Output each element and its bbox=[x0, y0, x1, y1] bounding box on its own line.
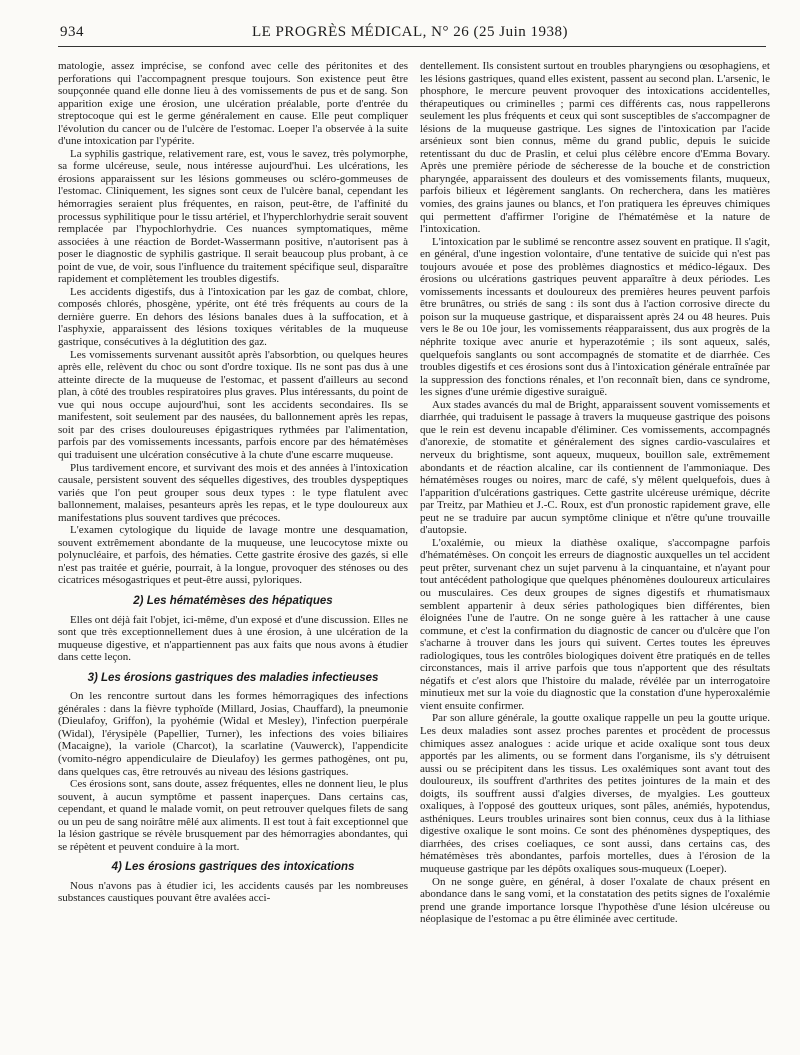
paragraph: On les rencontre surtout dans les formes hémorragiques des infections générales : dans la fièvre typhoïde (Millard, Josias, Chauffard), la pneumonie (Dieulafoy, Griffon), la pyohémie (Widal et Mesley), l'infection puerpérale (Widal), l'érysipèle (Papellier, Turner), les infections des voies biliaires (Macaigne), la variole (Charcot), la scarlatine (Vauwerck), l'appendicite (vomito-négro appendiculaire de Dieulafoy) les germes pathogènes, ont pu, dans quelques cas, être retrouvés au niveau des lésions gastriques. bbox=[58, 690, 408, 778]
section-heading: 3) Les érosions gastriques des maladies infectieuses bbox=[87, 671, 379, 684]
journal-title: LE PROGRÈS MÉDICAL, N° 26 (25 Juin 1938) bbox=[251, 24, 568, 40]
paragraph: dentellement. Ils consistent surtout en troubles pharyngiens ou œsophagiens, et les lésions gastriques, quand elles existent, passent au second plan. L'arsenic, le phosphore, le mercure peuvent provoquer des intoxications accidentelles, thérapeutiques ou criminelles ; parmi ces différents cas, nous rappellerons seulement les plus fréquents et ceux qui sont susceptibles de s'accompagner de lésions de la muqueuse gastrique. Les signes de l'intoxication par l'acide arsénieux sont bien connus, même du grand public, depuis le suicide retentissant du duc de Praslin, et celui plus célèbre encore d'Emma Bovary. Après une première période de sécheresse de la bouche et de constriction pharyngée, apparaissent des douleurs et des vomissements filants, muqueux, parfois bilieux et légèrement sanglants. On recherchera, dans les matières vomies, des grains jaunes ou blancs, et l'on pratiquera les épreuves chimiques qui permettent d'affirmer l'origine de l'hématémèse et la nature de l'intoxication. bbox=[420, 60, 770, 236]
paragraph: Ces érosions sont, sans doute, assez fréquentes, elles ne donnent lieu, le plus souvent, à aucun symptôme et passent inaperçues. Dans certains cas, cependant, et quand le malade vomit, on peut retrouver quelques filets de sang ou un peu de sang noirâtre mêlé aux aliments. Il est tout à fait exceptionnel que la lésion gastrique se révèle brusquement par des hémorragies abondantes, qui se répètent et peuvent conduire à la mort. bbox=[58, 778, 408, 853]
page-header bbox=[60, 24, 760, 46]
left-column bbox=[58, 60, 408, 905]
page-number: 934 bbox=[60, 24, 84, 40]
paragraph: Nous n'avons pas à étudier ici, les accidents causés par les nombreuses substances caustiques pouvant être avalées acci- bbox=[58, 879, 408, 905]
paragraph: On ne songe guère, en général, à doser l'oxalate de chaux présent en abondance dans le sang vomi, et la constatation des petits signes de l'oxalémie prend une grande importance lorsque l'hypothèse d'une lésion ulcéreuse ou néoplasique de l'estomac a pu être éliminée avec certitude. bbox=[420, 875, 770, 926]
paragraph: Les vomissements survenant aussitôt après l'absorbtion, ou quelques heures après elle, relèvent du choc ou sont d'ordre toxique. Ils ne sont pas dus à une atteinte directe de la muqueuse de l'estomac, et passent d'ailleurs au second plan, à côté des troubles respiratoires plus graves. Plus intéressants, du point de vue qui nous occupe aujourd'hui, sont les accidents secondaires. Ils se manifestent, soit seulement par des nausées, du ballonnement après les repas, soit par des crises douloureuses épigastriques rythmées par l'alimentation, parfois par des vomissements incessants, parfois encore par des hématémèses qui traduisent une ulcération consécutive à la chute d'une escarre muqueuse. bbox=[58, 348, 408, 461]
paragraph: La syphilis gastrique, relativement rare, est, vous le savez, très polymorphe, sa forme ulcéreuse, seule, nous intéresse aujourd'hui. Les ulcérations, les érosions apparaissent sur les lésions gommeuses ou scléro-gommeuses de l'estomac. Cliniquement, les signes sont ceux de l'ulcère banal, cependant les hémorragies seraient plus fréquentes, en raison, peut-être, de l'affinité du processus syphilitique pour le tissu artériel, et l'hyperchlorhydrie serait souvent remplacée par l'hypochlorhydrie. Ces nuances symptomatiques, même associées à une réaction de Bordet-Wassermann positive, n'autorisent pas à poser le diagnostic de syphilis gastrique. Il serait beaucoup plus probant, à ce point de vue, de voir, sous l'influence du traitement spécifique seul, disparaître rapidement et complètement les troubles digestifs. bbox=[58, 147, 408, 286]
paragraph: L'examen cytologique du liquide de lavage montre une desquamation, souvent extrêmement abondante de la muqueuse, une leucocytose mixte ou polynucléaire, et parfois, des hématies. Cette gastrite érosive des gazés, si elle n'est pas traitée et guérie, pourrait, à la longue, provoquer des sténoses ou des cicatrices mésogastriques et peut-être aussi, pyloriques. bbox=[58, 524, 408, 587]
paragraph: Aux stades avancés du mal de Bright, apparaissent souvent vomissements et diarrhée, qui traduisent le passage à travers la muqueuse gastrique des poisons que le rein est devenu incapable d'éliminer. Ces vomissements, accompagnés d'anorexie, de stomatite et généralement des signes cardio-vasculaires et nerveux du brightisme, sont aqueux, muqueux, bouillon sale, extrêmement abondants et de réaction alcaline, car ils contiennent de l'ammoniaque. Des hématémèses rouges ou noires, marc de café, s'y mêlent quelquefois, dues à l'apparition d'ulcérations gastriques. Cette gastrite ulcéreuse urémique, décrite par Treitz, par Mathieu et J.-C. Roux, est d'un pronostic rapidement grave, elle peut ne se traduire par aucun symptôme clinique et n'être qu'une trouvaille d'autopsie. bbox=[420, 398, 770, 537]
paragraph: Les accidents digestifs, dus à l'intoxication par les gaz de combat, chlore, composés chlorés, phosgène, ypérite, ont été très fréquents au cours de la dernière guerre. En dehors des lésions banales dues à la suffocation, et à l'asphyxie, apparaissent des lésions toxiques véritables de la muqueuse gastrique, consécutives à la déglutition des gaz. bbox=[58, 285, 408, 349]
right-column bbox=[420, 60, 770, 926]
paragraph: L'oxalémie, ou mieux la diathèse oxalique, s'accompagne parfois d'hématémèses. On conçoit les erreurs de diagnostic auxquelles un tel accident peut prêter, survenant chez un sujet parvenu à la cinquantaine, et n'ayant pour tout antécédent pathologique que quelques phénomènes douloureux articulaires ou musculaires. Ces deux groupes de signes digestifs et rhumatismaux semblent appartenir à deux séries pathologiques bien différentes, bien éloignées l'une de l'autre. On ne songe guère à les rattacher à une cause commune, et c'est la confirmation du diagnostic de cancer ou d'ulcère que l'on s'acharne à trouver dans les jours qui suivent. Certes toutes les épreuves radiologiques, tous les contrôles biologiques doivent être pratiqués en de telles circonstances, mais il arrive parfois que tous n'apportent que des résultats négatifs et c'est alors que l'histoire du malade, révélée par un interrogatoire minutieux met sur la voie du diagnostic que la constation d'une hyperoxalémie vient ensuite confirmer. bbox=[420, 536, 770, 712]
header-rule bbox=[58, 46, 766, 47]
paragraph: L'intoxication par le sublimé se rencontre assez souvent en pratique. Il s'agit, en général, d'une ingestion volontaire, d'une tentative de suicide qui n'est pas toujours avouée et pose des problèmes diagnostics et médico-légaux. Des érosions ou ulcérations gastriques peuvent apparaître à deux périodes. Les vomissements incessants et douloureux des premières heures peuvent parfois être brunâtres, ou striés de sang : ils sont dus à l'action corrosive directe du poison sur la muqueuse gastrique, et disparaissent après 24 ou 48 heures. Puis vers le 8e ou 10e jour, les vomissements réapparaissent, dus aux progrès de la néphrite toxique avec anurie et hyperazotémie ; ils sont aqueux, salés, quelquefois sanglants ou sont accompagnés de stomatite et de diarrhée. Ces troubles digestifs et ces érosions sont dus à l'intoxication générale entraînée par la suppression des fonctions rénales, et l'on reconnaît bien, dans ce syndrome, les signes d'une urémie digestive suraiguë. bbox=[420, 235, 770, 399]
paragraph: Plus tardivement encore, et survivant des mois et des années à l'intoxication causale, persistent souvent des séquelles digestives, des troubles dyspeptiques variés que l'on peut grouper sous deux types : le type flatulent avec ballonnement, malaises, pesanteurs après les repas, et le type douloureux aux manifestations plus souvent tardives que précoces. bbox=[58, 461, 408, 524]
section-heading: 4) Les érosions gastriques des intoxications bbox=[111, 861, 355, 874]
paragraph: Par son allure générale, la goutte oxalique rappelle un peu la goutte urique. Les deux maladies sont assez proches parentes et procèdent de processus chimiques assez analogues : acide urique et acide oxalique sont tous deux apportés par les aliments, ou se forment dans l'organisme, ils s'y détruisent aussi ou se précipitent dans les tissus. Les oxalémiques sont avant tout des douloureux, ils souffrent d'arthrites des petites jointures de la main et des doigts, ils souffrent aussi d'algies diverses, de myalgies. Les goutteux oxaliques, à l'opposé des goutteux uriques, sont pâles, anémiés, hypotendus, asthéniques. Leurs troubles urinaires sont bien connus, ceux dus à la lithiase digestive oxalique le sont moins. Ce sont des phénomènes dyspeptiques, des diarrhées, des crises coeliaques, ce sont aussi, dans certains cas, des hématémèses très abondantes, parfois mortelles, dues à l'érosion de la muqueuse gastrique par les dépôts oxaliques sous-muqueux (Loeper). bbox=[420, 712, 770, 875]
section-heading: 2) Les hématémèses des hépatiques bbox=[133, 594, 333, 607]
paragraph: matologie, assez imprécise, se confond avec celle des péritonites et des perforations qui l'accompagnent presque toujours. Son existence peut être soupçonnée quand elle donne lieu à des vomissements de pus et de sang. Son apparition exige une érosion, une ulcération préalable, porte d'entrée du streptocoque qui est le germe généralement en cause. Elle peut compliquer l'évolution du cancer ou de l'ulcère de l'estomac. Loeper l'a observée à la suite d'une intoxication par l'ypérite. bbox=[58, 60, 408, 148]
paragraph: Elles ont déjà fait l'objet, ici-même, d'un exposé et d'une discussion. Elles ne sont que très exceptionnellement dues à une érosion, à une ulcération de la muqueuse digestive, et n'appartiennent pas aux faits que nous avons à étudier dans cette leçon. bbox=[58, 613, 408, 664]
